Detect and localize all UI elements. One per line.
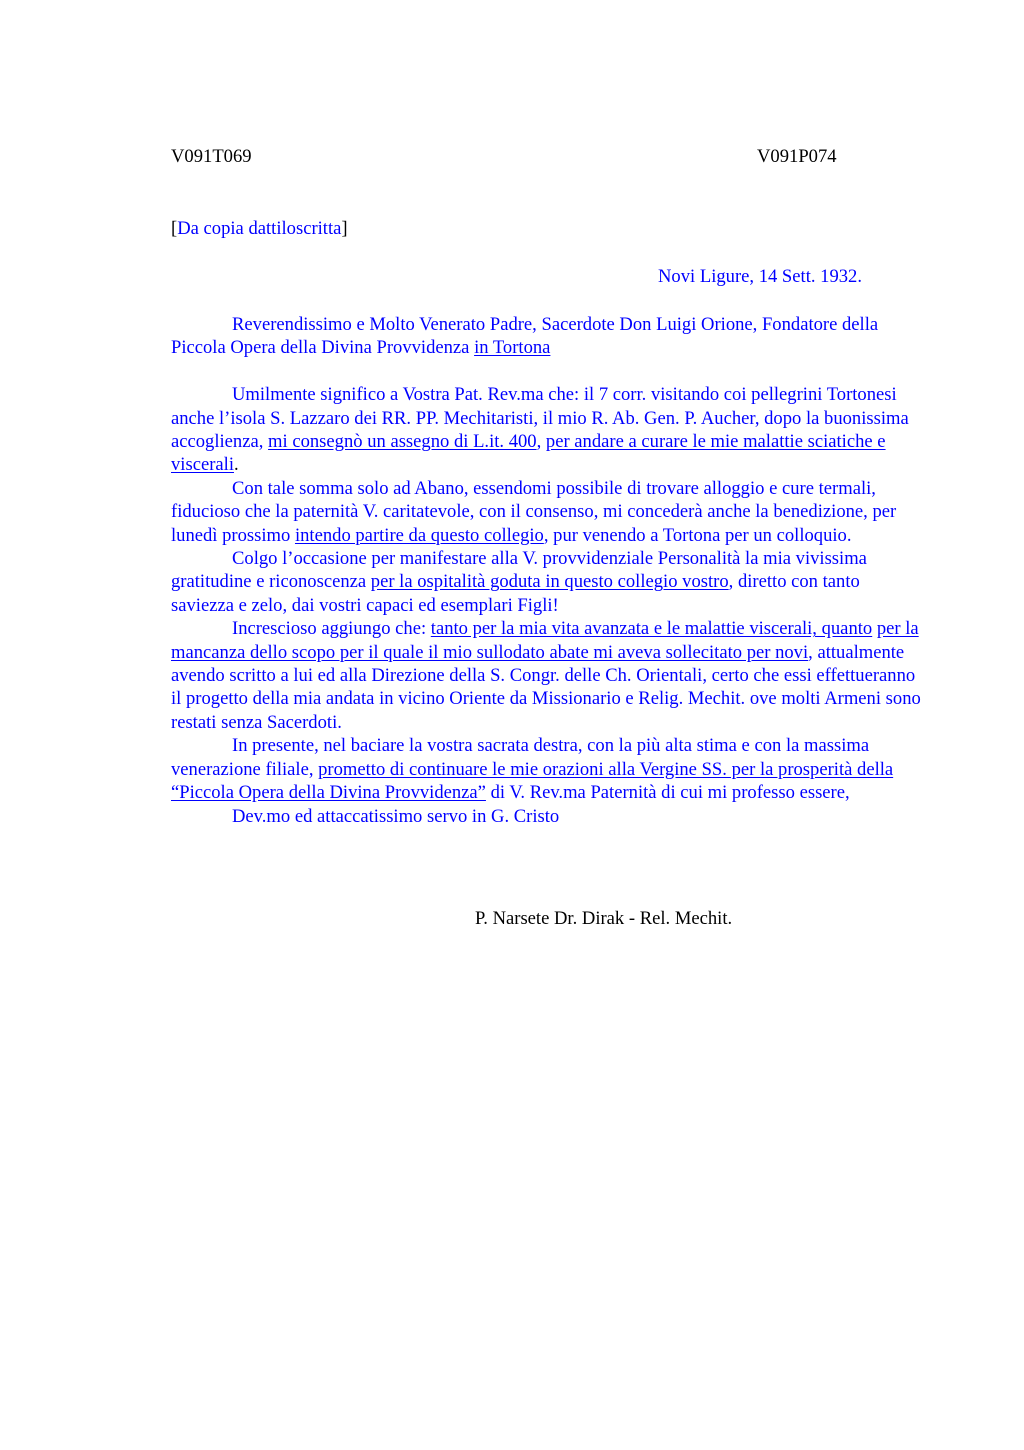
- paragraph-3-underline-1: per la ospitalità goduta in questo collegio vostro: [370, 571, 729, 593]
- paragraph-4-text-a: Increscioso aggiungo che:: [232, 618, 431, 640]
- source-note: [171, 217, 348, 240]
- paragraph-4-underline-2: per la mancanza dello scopo per il quale il mio sullodato abate mi aveva sollecitato per novi: [171, 618, 919, 663]
- paragraph-3: [171, 547, 927, 617]
- letter-body: [171, 313, 927, 828]
- paragraph-4-underline-1: tanto per la mia vita avanzata e le malattie viscerali, quanto: [430, 618, 873, 640]
- paragraph-3-text-b: , diretto con tanto saviezza e zelo, dai vostri capaci ed esemplari Figli!: [171, 571, 860, 616]
- paragraph-gap: [171, 360, 927, 383]
- paragraph-1: [171, 383, 927, 477]
- paragraph-5-text-a: In presente, nel baciare la vostra sacrata destra, con la più alta stima e con la massima venerazione filiale,: [171, 735, 870, 780]
- paragraph-5-underline-1: prometto di continuare le mie orazioni alla Vergine SS. per la prosperità della “Piccola Opera della Divina Provvidenza”: [171, 758, 894, 804]
- paragraph-2: [171, 477, 927, 547]
- paragraph-2-underline-1: intendo partire da questo collegio: [294, 524, 544, 546]
- letter-page: [171, 145, 927, 929]
- paragraph-5-text-b: di V. Rev.ma Paternità di cui mi professo essere,: [485, 782, 850, 804]
- salutation-underlined: in Tortona: [474, 337, 551, 359]
- signature: P. Narsete Dr. Dirak - Rel. Mechit.: [475, 908, 733, 929]
- source-note-text: Da copia dattiloscritta: [177, 218, 342, 239]
- paragraph-4: [171, 617, 927, 734]
- document-code-left: V091T069: [171, 146, 252, 167]
- paragraph-1-text-c: .: [233, 454, 239, 476]
- letter-date: Novi Ligure, 14 Sett. 1932.: [658, 266, 862, 287]
- closing-line: Dev.mo ed attaccatissimo servo in G. Cristo: [232, 805, 560, 827]
- paragraph-1-underline-2: per andare a curare le mie malattie sciatiche e viscerali: [171, 431, 886, 476]
- paragraph-5: [171, 734, 927, 804]
- salutation: [171, 313, 927, 360]
- paragraph-3-text-a: Colgo l’occasione per manifestare alla V. provvidenziale Personalità la mia vivissima gratitudine e riconoscenza: [171, 548, 867, 593]
- source-note-open-bracket: [: [171, 218, 178, 239]
- paragraph-2-text-b: , pur venendo a Tortona per un colloquio.: [543, 524, 852, 546]
- paragraph-1-underline-1: mi consegnò un assegno di L.it. 400: [268, 431, 537, 453]
- paragraph-1-text-b: ,: [536, 431, 546, 453]
- document-code-right: V091P074: [757, 146, 837, 167]
- salutation-text: Reverendissimo e Molto Venerato Padre, Sacerdote Don Luigi Orione, Fondatore della Piccola Opera della Divina Provvidenza: [171, 314, 879, 359]
- document-header: [171, 145, 927, 169]
- source-note-close-bracket: ]: [341, 218, 348, 239]
- paragraph-2-text-a: Con tale somma solo ad Abano, essendomi possibile di trovare alloggio e cure termali, fiducioso che la paternità V. caritatevole, con il consenso, mi concederà anche la benedizione, per lunedì prossimo: [171, 477, 897, 546]
- paragraph-4-text-c: , attualmente avendo scritto a lui ed alla Direzione della S. Congr. delle Ch. Orientali, certo che essi effettueranno il progetto della mia andata in vicino Oriente da Missionario e Relig. Mechit. ove molti Armeni sono restati senza Sacerdoti.: [171, 641, 921, 733]
- paragraph-1-text-a: Umilmente significo a Vostra Pat. Rev.ma che: il 7 corr. visitando coi pellegrini Tortonesi anche l’isola S. Lazzaro dei RR. PP. Mechitaristi, il mio R. Ab. Gen. P. Aucher, dopo la buonissima accoglienza,: [171, 384, 909, 453]
